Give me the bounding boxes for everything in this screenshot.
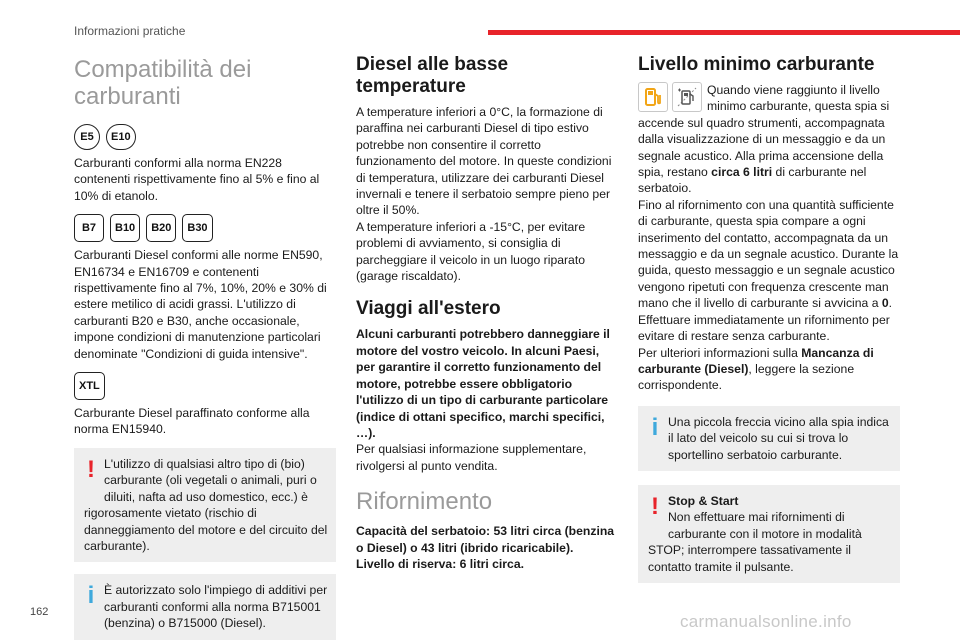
section-title-abroad: Viaggi all'estero: [356, 298, 501, 320]
diesel-cold-text-2: A temperature inferiori a -15°C, per evitare problemi di avviamento, si consiglia di parcheggiare il veicolo in un luogo riparato (garage riscaldato).: [356, 219, 586, 284]
refuel-reserve: Livello di riserva: 6 litri circa.: [356, 556, 524, 571]
abroad-text-bold: Alcuni carburanti potrebbero danneggiare il motore del vostro veicolo. In alcuni Paesi, per garantire il corretto funzionamento del motore, potrebbe essere obbligatorio l'utilizzo di un tipo di carburante particolare (indice di ottani specifico, marchi specifici, …).: [356, 327, 610, 440]
badge-b30: B30: [182, 214, 212, 242]
xtl-text: Carburante Diesel paraffinato conforme alla norma EN15940.: [74, 406, 310, 437]
fuel-pump-icon: [638, 82, 668, 112]
column-fuel-compatibility: [74, 54, 336, 640]
column-low-fuel: [638, 54, 900, 583]
warning-notice-biofuel: [74, 448, 336, 562]
info-icon: i: [87, 582, 95, 610]
warning-title-stop-start: Stop & Start: [668, 493, 739, 508]
low-fuel-paragraph-1: [638, 82, 900, 197]
fuel-level-lamp-icon: [672, 82, 702, 112]
warning-notice-stop-start: [638, 485, 900, 583]
info-text-arrow: Una piccola freccia vicino alla spia indica il lato del veicolo su cui si trova lo sportellino serbatoio carburante.: [668, 414, 889, 462]
low-fuel-text-4a: Per ulteriori informazioni sulla: [638, 345, 802, 360]
diesel-badges: [74, 214, 336, 242]
section-title-compatibility: Compatibilità dei carburanti: [74, 56, 252, 110]
low-fuel-text-2b: .: [888, 296, 893, 311]
watermark: carmanualsonline.info: [680, 612, 852, 631]
low-fuel-text-4-bold: Mancanza di carburante (Diesel): [638, 345, 874, 376]
section-header: Informazioni pratiche: [74, 24, 186, 38]
badge-b20: B20: [146, 214, 176, 242]
warning-text-biofuel: L'utilizzo di qualsiasi altro tipo di (bio) carburante (oli vegetali o animali, puri o diluiti, nafta ad uso domestico, ecc.) è rigorosamente vietato (rischio di danneggiamento del motore e del circuito del carburante).: [84, 456, 328, 553]
badge-xtl: XTL: [74, 372, 105, 400]
low-fuel-text-1b: di carburante nel serbatoio.: [638, 165, 867, 196]
info-notice-additives: [74, 574, 336, 639]
column-diesel-travel-refuel: [356, 54, 618, 572]
page-number: 162: [30, 606, 49, 618]
header-accent-bar: [488, 30, 960, 35]
low-fuel-text-2a: Fino al rifornimento con una quantità sufficiente di carburante, questa spia compare a ogni inserimento del contatto, accompagnata da un messaggio e da un segnale acustico. Durante la guida, questo messaggio e un segnale acustico vengono ripetuti con frequenza crescente man mano che il livello di carburante si avvicina a: [638, 197, 899, 311]
low-fuel-text-1-bold: circa 6 litri: [711, 165, 773, 180]
low-fuel-paragraph-3: Effettuare immediatamente un rifornimento per evitare di restare senza carburante.: [638, 312, 890, 344]
section-title-diesel-cold: Diesel alle basse temperature: [356, 54, 509, 97]
warning-icon: !: [87, 455, 95, 483]
warning-icon: !: [651, 492, 659, 520]
info-icon: i: [651, 413, 659, 441]
diesel-cold-text-1: A temperature inferiori a 0°C, la formazione di paraffina nei carburanti Diesel di tipo estivo potrebbe non consentire il corretto funzionamento del motore. In queste condizioni di temperatura, utilizzare dei carburanti Diesel invernali e tenere il serbatoio sempre pieno per oltre il 50%.: [356, 105, 612, 218]
info-notice-arrow: [638, 406, 900, 471]
ethanol-badges: [74, 124, 336, 150]
ethanol-text: Carburanti conformi alla norma EN228 contenenti rispettivamente fino al 5% e fino al 10% di etanolo.: [74, 156, 320, 203]
low-fuel-paragraph-4: [638, 345, 900, 394]
section-title-refuel: Rifornimento: [356, 488, 493, 516]
badge-b7: B7: [74, 214, 104, 242]
badge-e5: E5: [74, 124, 100, 150]
low-fuel-paragraph-2: [638, 197, 900, 312]
warning-text-stop-start: Non effettuare mai rifornimenti di carburante con il motore in modalità STOP; interrompere tassativamente il contatto tramite il pulsante.: [648, 510, 862, 574]
warning-lamp-icons: [638, 82, 702, 112]
abroad-text: Per qualsiasi informazione supplementare, rivolgersi al punto vendita.: [356, 442, 587, 473]
low-fuel-text-1a: Quando viene raggiunto il livello minimo carburante, questa spia si accende sul quadro strumenti, accompagnata dalla visualizzazione di un messaggio e da un segnale acustico. Alla prima accensione della spia, restano: [638, 83, 890, 180]
xtl-badges: [74, 372, 336, 400]
section-title-low-fuel: Livello minimo carburante: [638, 54, 875, 75]
low-fuel-text-4b: , leggere la sezione corrispondente.: [638, 361, 855, 393]
info-text-additives: È autorizzato solo l'impiego di additivi per carburanti conformi alla norma B715001 (benzina) o B715000 (Diesel).: [104, 583, 328, 631]
badge-b10: B10: [110, 214, 140, 242]
badge-e10: E10: [106, 124, 136, 150]
refuel-capacity: Capacità del serbatoio: 53 litri circa (benzina o Diesel) o 43 litri (ibrido ricaricabile).: [356, 524, 615, 555]
diesel-text: Carburanti Diesel conformi alle norme EN590, EN16734 e EN16709 e contenenti rispettivamente fino al 7%, 10%, 20% e 30% di estere metilico di acidi grassi. L'utilizzo di carburanti B20 e B30, anche occasionale, impone condizioni di manutenzione particolari denominate "Condizioni di guida intensive".: [74, 248, 327, 361]
low-fuel-text-2-bold: 0: [881, 296, 889, 311]
